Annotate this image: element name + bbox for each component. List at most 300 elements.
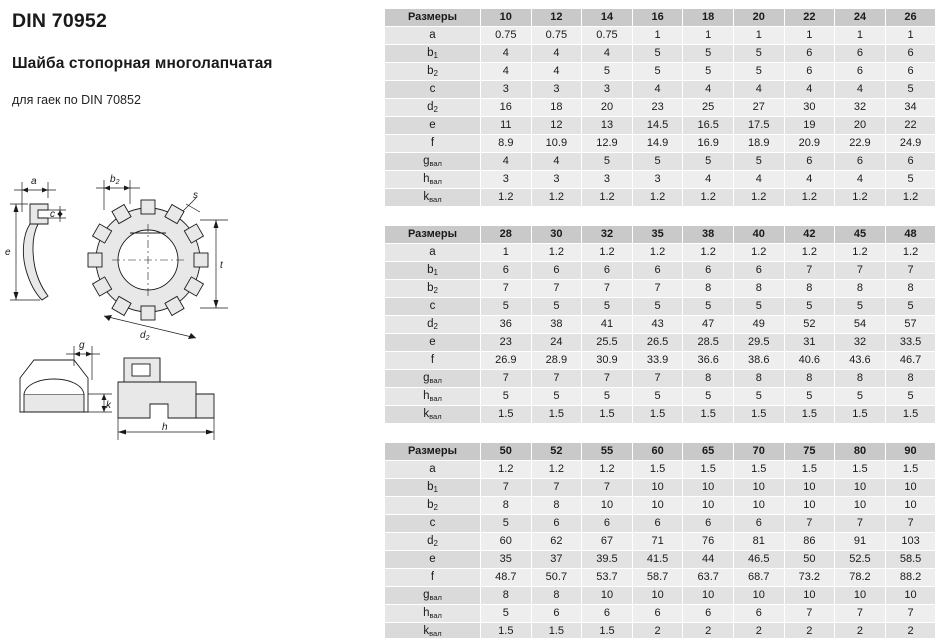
cell: 23: [632, 99, 683, 117]
cell: 6: [733, 605, 784, 623]
header-size-label: Размеры: [385, 443, 481, 461]
cell: 6: [835, 63, 886, 81]
cell: 5: [683, 388, 734, 406]
column-header: 60: [632, 443, 683, 461]
table-row: [385, 316, 936, 334]
cell: 6: [885, 63, 936, 81]
cell: 6: [683, 262, 734, 280]
cell: 10: [885, 497, 936, 515]
row-label: hвал: [385, 388, 481, 406]
cell: 16.5: [683, 117, 734, 135]
cell: 10: [835, 479, 886, 497]
cell: 1.2: [632, 189, 683, 207]
row-label: $b_1$: [385, 45, 481, 63]
cell: 2: [733, 623, 784, 638]
cell: 5: [683, 298, 734, 316]
cell: 50: [784, 551, 835, 569]
cell: 5: [683, 153, 734, 171]
table-row: [385, 605, 936, 623]
cell: 8: [481, 587, 532, 605]
cell: 4: [733, 81, 784, 99]
svg-text:a: a: [31, 176, 37, 187]
cell: 37: [531, 551, 582, 569]
cell: 1: [481, 244, 532, 262]
cell: 14.5: [632, 117, 683, 135]
header-size-label: Размеры: [385, 226, 481, 244]
column-header: 20: [733, 9, 784, 27]
cell: 10: [784, 497, 835, 515]
table-header-row: [385, 226, 936, 244]
cell: 1: [632, 27, 683, 45]
cell: 52: [784, 316, 835, 334]
column-header: 38: [683, 226, 734, 244]
cell: 5: [582, 388, 633, 406]
column-header: 65: [683, 443, 734, 461]
cell: 4: [835, 171, 886, 189]
cell: 3: [481, 81, 532, 99]
cell: 10: [784, 479, 835, 497]
cell: 8: [835, 370, 886, 388]
cell: 5: [582, 298, 633, 316]
row-label: a: [385, 244, 481, 262]
column-header: 30: [531, 226, 582, 244]
cell: 38: [531, 316, 582, 334]
cell: 18: [531, 99, 582, 117]
cell: 7: [531, 280, 582, 298]
cell: 4: [531, 45, 582, 63]
table-row: [385, 623, 936, 638]
row-label: a: [385, 27, 481, 45]
row-label: $b_2$: [385, 63, 481, 81]
row-label: kвал: [385, 189, 481, 207]
table-row: [385, 153, 936, 171]
cell: 10: [733, 587, 784, 605]
cell: 1.5: [481, 623, 532, 638]
cell: 5: [481, 515, 532, 533]
table-row: [385, 551, 936, 569]
cell: 8: [683, 280, 734, 298]
cell: 5: [481, 605, 532, 623]
cell: 1.5: [683, 461, 734, 479]
cell: 5: [481, 388, 532, 406]
svg-text:t: t: [220, 260, 223, 271]
cell: 7: [481, 370, 532, 388]
cell: 36.6: [683, 352, 734, 370]
cell: 20: [582, 99, 633, 117]
cell: 1.2: [885, 189, 936, 207]
table-header-row: [385, 443, 936, 461]
cell: 40.6: [784, 352, 835, 370]
cell: 1.2: [733, 189, 784, 207]
cell: 6: [481, 262, 532, 280]
cell: 25: [683, 99, 734, 117]
cell: 7: [885, 262, 936, 280]
cell: 7: [784, 262, 835, 280]
cell: 20: [835, 117, 886, 135]
column-header: 48: [885, 226, 936, 244]
cell: 1.5: [632, 461, 683, 479]
table-row: [385, 171, 936, 189]
cell: 5: [531, 298, 582, 316]
cell: 6: [582, 515, 633, 533]
column-header: 12: [531, 9, 582, 27]
row-label: $b_1$: [385, 479, 481, 497]
cell: 17.5: [733, 117, 784, 135]
cell: 39.5: [582, 551, 633, 569]
row-label: hвал: [385, 605, 481, 623]
cell: 0.75: [481, 27, 532, 45]
cell: 4: [784, 171, 835, 189]
table-row: [385, 479, 936, 497]
cell: 31: [784, 334, 835, 352]
column-header: 10: [481, 9, 532, 27]
cell: 10: [582, 587, 633, 605]
cell: 8: [683, 370, 734, 388]
table-row: [385, 587, 936, 605]
dimension-table-3: [384, 442, 936, 638]
table-row: [385, 533, 936, 551]
cell: 5: [885, 171, 936, 189]
header-size-label: Размеры: [385, 9, 481, 27]
column-header: 50: [481, 443, 532, 461]
table-row: [385, 27, 936, 45]
table-header-row: [385, 9, 936, 27]
cell: 53.7: [582, 569, 633, 587]
cell: 8: [531, 587, 582, 605]
cell: 7: [835, 515, 886, 533]
cell: 5: [531, 388, 582, 406]
column-header: 55: [582, 443, 633, 461]
row-label: f: [385, 569, 481, 587]
cell: 6: [531, 262, 582, 280]
row-label: f: [385, 352, 481, 370]
cell: 54: [835, 316, 886, 334]
table-row: [385, 334, 936, 352]
cell: 6: [531, 605, 582, 623]
cell: 7: [481, 479, 532, 497]
cell: 10: [683, 479, 734, 497]
cell: 4: [733, 171, 784, 189]
cell: 5: [683, 63, 734, 81]
cell: 2: [683, 623, 734, 638]
column-header: 26: [885, 9, 936, 27]
svg-text:c: c: [50, 209, 55, 220]
cell: 71: [632, 533, 683, 551]
cell: 49: [733, 316, 784, 334]
cell: 1.2: [481, 189, 532, 207]
cell: 1.5: [632, 406, 683, 424]
table-row: [385, 388, 936, 406]
cell: 10: [683, 497, 734, 515]
cell: 48.7: [481, 569, 532, 587]
cell: 3: [582, 171, 633, 189]
table-row: [385, 81, 936, 99]
cell: 10: [835, 497, 886, 515]
cell: 5: [733, 63, 784, 81]
cell: 5: [632, 298, 683, 316]
cell: 26.9: [481, 352, 532, 370]
cell: 4: [481, 63, 532, 81]
cell: 4: [531, 153, 582, 171]
cell: 16.9: [683, 135, 734, 153]
svg-text:g: g: [79, 340, 85, 351]
cell: 6: [885, 153, 936, 171]
row-label: c: [385, 298, 481, 316]
table-row: [385, 515, 936, 533]
cell: 5: [733, 298, 784, 316]
row-label: a: [385, 461, 481, 479]
dimension-tables: [384, 8, 936, 638]
row-label: hвал: [385, 171, 481, 189]
cell: 5: [835, 298, 886, 316]
cell: 5: [885, 81, 936, 99]
cell: 91: [835, 533, 886, 551]
cell: 12: [531, 117, 582, 135]
cell: 5: [885, 298, 936, 316]
svg-text:e: e: [5, 247, 11, 258]
cell: 10: [632, 587, 683, 605]
cell: 18.9: [733, 135, 784, 153]
cell: 3: [531, 81, 582, 99]
cell: 50.7: [531, 569, 582, 587]
cell: 88.2: [885, 569, 936, 587]
cell: 1.5: [784, 406, 835, 424]
column-header: 52: [531, 443, 582, 461]
cell: 8.9: [481, 135, 532, 153]
cell: 6: [784, 153, 835, 171]
cell: 76: [683, 533, 734, 551]
page-title: DIN 70952: [12, 10, 108, 32]
table-row: [385, 45, 936, 63]
cell: 6: [733, 262, 784, 280]
cell: 10: [733, 497, 784, 515]
cell: 5: [683, 45, 734, 63]
table-row: [385, 63, 936, 81]
cell: 34: [885, 99, 936, 117]
cell: 1.5: [835, 461, 886, 479]
table-row: [385, 461, 936, 479]
column-header: 24: [835, 9, 886, 27]
cell: 0.75: [582, 27, 633, 45]
svg-text:s: s: [193, 190, 198, 201]
cell: 20.9: [784, 135, 835, 153]
column-header: 16: [632, 9, 683, 27]
cell: 36: [481, 316, 532, 334]
row-label: f: [385, 135, 481, 153]
cell: 1.2: [582, 189, 633, 207]
cell: 2: [784, 623, 835, 638]
table-row: [385, 189, 936, 207]
cell: 41: [582, 316, 633, 334]
cell: 1.2: [531, 461, 582, 479]
cell: 5: [885, 388, 936, 406]
cell: 10: [733, 479, 784, 497]
cell: 23: [481, 334, 532, 352]
cell: 10: [784, 587, 835, 605]
column-header: 75: [784, 443, 835, 461]
column-header: 32: [582, 226, 633, 244]
cell: 1.5: [885, 406, 936, 424]
cell: 11: [481, 117, 532, 135]
cell: 6: [835, 153, 886, 171]
table-row: [385, 569, 936, 587]
cell: 1.2: [582, 244, 633, 262]
cell: 1.2: [531, 244, 582, 262]
cell: 16: [481, 99, 532, 117]
cell: 8: [481, 497, 532, 515]
table-row: [385, 370, 936, 388]
cell: 30: [784, 99, 835, 117]
cell: 35: [481, 551, 532, 569]
cell: 8: [784, 370, 835, 388]
drawing-svg: [0, 160, 380, 460]
cell: 1.2: [835, 244, 886, 262]
cell: 12.9: [582, 135, 633, 153]
column-header: 28: [481, 226, 532, 244]
row-label: gвал: [385, 153, 481, 171]
cell: 7: [582, 370, 633, 388]
technical-drawings: [0, 160, 380, 460]
cell: 2: [885, 623, 936, 638]
cell: 19: [784, 117, 835, 135]
cell: 33.9: [632, 352, 683, 370]
cell: 7: [835, 605, 886, 623]
cell: 13: [582, 117, 633, 135]
cell: 7: [481, 280, 532, 298]
cell: 8: [531, 497, 582, 515]
cell: 6: [784, 45, 835, 63]
cell: 32: [835, 99, 886, 117]
dimension-table-2: [384, 225, 936, 424]
row-label: c: [385, 81, 481, 99]
cell: 44: [683, 551, 734, 569]
cell: 4: [683, 171, 734, 189]
cell: 1.5: [531, 623, 582, 638]
cell: 29.5: [733, 334, 784, 352]
cell: 1.5: [885, 461, 936, 479]
cell: 10.9: [531, 135, 582, 153]
cell: 58.7: [632, 569, 683, 587]
cell: 103: [885, 533, 936, 551]
cell: 1.2: [531, 189, 582, 207]
cell: 8: [885, 280, 936, 298]
cell: 1: [784, 27, 835, 45]
cell: 43: [632, 316, 683, 334]
cell: 7: [582, 479, 633, 497]
cell: 7: [835, 262, 886, 280]
cell: 5: [784, 298, 835, 316]
cell: 46.7: [885, 352, 936, 370]
cell: 5: [733, 45, 784, 63]
cell: 10: [683, 587, 734, 605]
table-row: [385, 117, 936, 135]
cell: 7: [632, 280, 683, 298]
cell: 10: [582, 497, 633, 515]
cell: 1: [835, 27, 886, 45]
svg-text:k: k: [106, 400, 111, 411]
cell: 86: [784, 533, 835, 551]
cell: 1.2: [784, 189, 835, 207]
cell: 5: [582, 153, 633, 171]
cell: 14.9: [632, 135, 683, 153]
cell: 8: [885, 370, 936, 388]
row-label: $b_2$: [385, 497, 481, 515]
row-label: $b_1$: [385, 262, 481, 280]
column-header: 45: [835, 226, 886, 244]
cell: 30.9: [582, 352, 633, 370]
cell: 5: [632, 153, 683, 171]
row-label: e: [385, 334, 481, 352]
cell: 3: [632, 171, 683, 189]
cell: 57: [885, 316, 936, 334]
cell: 6: [683, 605, 734, 623]
cell: 28.9: [531, 352, 582, 370]
cell: 7: [531, 479, 582, 497]
cell: 2: [835, 623, 886, 638]
cell: 1.5: [582, 623, 633, 638]
cell: 8: [733, 370, 784, 388]
cell: 1: [885, 27, 936, 45]
column-header: 22: [784, 9, 835, 27]
cell: 58.5: [885, 551, 936, 569]
cell: 22: [885, 117, 936, 135]
table-row: [385, 262, 936, 280]
cell: 4: [784, 81, 835, 99]
cell: 41.5: [632, 551, 683, 569]
cell: 1.2: [835, 189, 886, 207]
cell: 1.5: [582, 406, 633, 424]
cell: 28.5: [683, 334, 734, 352]
cell: 43.6: [835, 352, 886, 370]
cell: 6: [632, 515, 683, 533]
cell: 7: [632, 370, 683, 388]
cell: 78.2: [835, 569, 886, 587]
cell: 67: [582, 533, 633, 551]
table-row: [385, 497, 936, 515]
column-header: 80: [835, 443, 886, 461]
column-header: 35: [632, 226, 683, 244]
cell: 1: [733, 27, 784, 45]
cell: 6: [632, 262, 683, 280]
row-label: e: [385, 117, 481, 135]
cell: 8: [733, 280, 784, 298]
left-column: [0, 0, 380, 638]
cell: 5: [835, 388, 886, 406]
cell: 68.7: [733, 569, 784, 587]
cell: 1.2: [683, 244, 734, 262]
cell: 5: [582, 63, 633, 81]
cell: 60: [481, 533, 532, 551]
cell: 52.5: [835, 551, 886, 569]
table-row: [385, 244, 936, 262]
cell: 8: [784, 280, 835, 298]
cell: 1.5: [683, 406, 734, 424]
cell: 6: [582, 605, 633, 623]
table-row: [385, 99, 936, 117]
cell: 5: [733, 388, 784, 406]
cell: 0.75: [531, 27, 582, 45]
row-label: $d_2$: [385, 533, 481, 551]
cell: 1.2: [733, 244, 784, 262]
product-name: Шайба стопорная многолапчатая: [12, 55, 273, 72]
cell: 10: [632, 479, 683, 497]
cell: 10: [885, 479, 936, 497]
dimension-table-1: [384, 8, 936, 207]
cell: 6: [885, 45, 936, 63]
cell: 5: [632, 388, 683, 406]
cell: 4: [481, 45, 532, 63]
column-header: 42: [784, 226, 835, 244]
